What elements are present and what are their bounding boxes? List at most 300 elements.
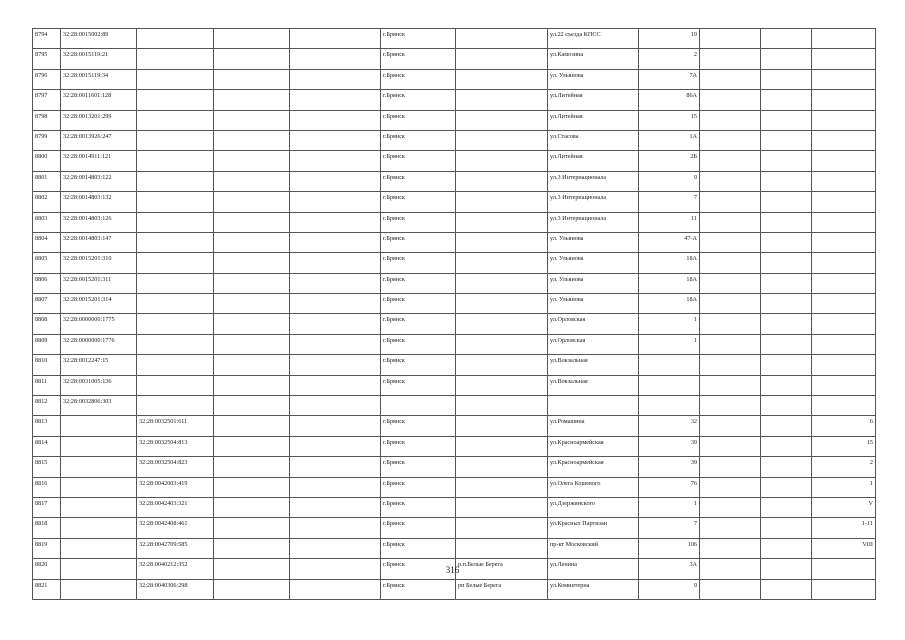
table-row bbox=[33, 192, 876, 212]
extra-cell-b bbox=[290, 151, 381, 171]
extra-cell-b bbox=[290, 375, 381, 395]
extra-cell-a bbox=[214, 130, 290, 150]
row-number-cell: 8808 bbox=[33, 314, 61, 334]
house-cell: 106 bbox=[639, 538, 700, 558]
cadastral-number-alt-cell: 32:28:0042403:321 bbox=[137, 497, 214, 517]
house-cell: 18А bbox=[639, 273, 700, 293]
apartment-cell: 1-11 bbox=[812, 518, 876, 538]
house-cell: 7 bbox=[639, 192, 700, 212]
extra-cell-d bbox=[761, 538, 812, 558]
cadastral-number-alt-cell bbox=[137, 253, 214, 273]
extra-cell-c bbox=[700, 477, 761, 497]
extra-cell-c bbox=[700, 69, 761, 89]
extra-cell-b bbox=[290, 436, 381, 456]
table-row bbox=[33, 416, 876, 436]
row-number-cell: 8800 bbox=[33, 151, 61, 171]
extra-cell-a bbox=[214, 110, 290, 130]
street-cell: ул.Орловская bbox=[548, 314, 639, 334]
extra-cell-c bbox=[700, 171, 761, 191]
settlement-cell bbox=[456, 253, 548, 273]
city-cell: г.Брянск bbox=[381, 375, 456, 395]
extra-cell-c bbox=[700, 130, 761, 150]
apartment-cell bbox=[812, 294, 876, 314]
cadastral-number-cell bbox=[61, 477, 137, 497]
row-number-cell: 8812 bbox=[33, 396, 61, 416]
cadastral-number-cell: 32:28:0015201:314 bbox=[61, 294, 137, 314]
apartment-cell bbox=[812, 29, 876, 49]
extra-cell-a bbox=[214, 273, 290, 293]
row-number-cell: 8819 bbox=[33, 538, 61, 558]
apartment-cell bbox=[812, 130, 876, 150]
city-cell: г.Брянск bbox=[381, 192, 456, 212]
street-cell: ул.Камозина bbox=[548, 49, 639, 69]
row-number-cell: 8797 bbox=[33, 90, 61, 110]
cadastral-number-cell: 32:28:0015201:311 bbox=[61, 273, 137, 293]
extra-cell-b bbox=[290, 253, 381, 273]
extra-cell-d bbox=[761, 518, 812, 538]
extra-cell-d bbox=[761, 151, 812, 171]
cadastral-number-alt-cell bbox=[137, 90, 214, 110]
apartment-cell bbox=[812, 334, 876, 354]
extra-cell-c bbox=[700, 497, 761, 517]
apartment-cell bbox=[812, 396, 876, 416]
extra-cell-d bbox=[761, 212, 812, 232]
street-cell: ул.Красных Партизан bbox=[548, 518, 639, 538]
extra-cell-b bbox=[290, 457, 381, 477]
table-row bbox=[33, 232, 876, 252]
city-cell: г.Брянск bbox=[381, 436, 456, 456]
street-cell: ул.Красноармейская bbox=[548, 436, 639, 456]
city-cell: г.Брянск bbox=[381, 334, 456, 354]
table-row bbox=[33, 253, 876, 273]
cadastral-number-cell: 32:28:0015002:89 bbox=[61, 29, 137, 49]
settlement-cell bbox=[456, 294, 548, 314]
table-row bbox=[33, 273, 876, 293]
settlement-cell bbox=[456, 477, 548, 497]
row-number-cell: 8820 bbox=[33, 559, 61, 579]
house-cell bbox=[639, 375, 700, 395]
extra-cell-a bbox=[214, 538, 290, 558]
extra-cell-b bbox=[290, 212, 381, 232]
extra-cell-a bbox=[214, 69, 290, 89]
cadastral-number-cell: 32:28:0031005:136 bbox=[61, 375, 137, 395]
extra-cell-d bbox=[761, 253, 812, 273]
house-cell: 18А bbox=[639, 253, 700, 273]
cadastral-number-cell: 32:28:0013201:299 bbox=[61, 110, 137, 130]
extra-cell-c bbox=[700, 273, 761, 293]
page-number: 316 bbox=[445, 565, 460, 575]
extra-cell-a bbox=[214, 477, 290, 497]
extra-cell-b bbox=[290, 294, 381, 314]
extra-cell-a bbox=[214, 49, 290, 69]
house-cell: 76 bbox=[639, 477, 700, 497]
row-number-cell: 8805 bbox=[33, 253, 61, 273]
cadastral-number-alt-cell: 32:28:0040306:298 bbox=[137, 579, 214, 599]
apartment-cell bbox=[812, 273, 876, 293]
registry-table bbox=[32, 28, 876, 600]
table-row bbox=[33, 130, 876, 150]
registry-body bbox=[33, 29, 876, 600]
cadastral-number-cell: 32:28:0014803:132 bbox=[61, 192, 137, 212]
cadastral-number-cell bbox=[61, 436, 137, 456]
extra-cell-c bbox=[700, 212, 761, 232]
extra-cell-b bbox=[290, 355, 381, 375]
row-number-cell: 8804 bbox=[33, 232, 61, 252]
cadastral-number-alt-cell bbox=[137, 396, 214, 416]
table-row bbox=[33, 579, 876, 599]
extra-cell-c bbox=[700, 49, 761, 69]
table-row bbox=[33, 396, 876, 416]
extra-cell-a bbox=[214, 212, 290, 232]
city-cell: г.Брянск bbox=[381, 559, 456, 579]
apartment-cell bbox=[812, 49, 876, 69]
extra-cell-c bbox=[700, 29, 761, 49]
street-cell: ул. Ульянова bbox=[548, 273, 639, 293]
street-cell: ул. Ульянова bbox=[548, 69, 639, 89]
apartment-cell bbox=[812, 69, 876, 89]
city-cell: г.Брянск bbox=[381, 314, 456, 334]
extra-cell-d bbox=[761, 334, 812, 354]
extra-cell-d bbox=[761, 294, 812, 314]
street-cell: ул.Красноармейская bbox=[548, 457, 639, 477]
house-cell: 7 bbox=[639, 518, 700, 538]
city-cell: г.Брянск bbox=[381, 90, 456, 110]
settlement-cell bbox=[456, 416, 548, 436]
street-cell: ул.3 Интернационала bbox=[548, 192, 639, 212]
house-cell: 86А bbox=[639, 90, 700, 110]
street-cell: ул. Ульянова bbox=[548, 232, 639, 252]
house-cell: 9 bbox=[639, 171, 700, 191]
extra-cell-a bbox=[214, 518, 290, 538]
city-cell: г.Брянск bbox=[381, 171, 456, 191]
table-row bbox=[33, 355, 876, 375]
table-row bbox=[33, 497, 876, 517]
extra-cell-a bbox=[214, 355, 290, 375]
cadastral-number-alt-cell bbox=[137, 171, 214, 191]
extra-cell-c bbox=[700, 294, 761, 314]
house-cell bbox=[639, 355, 700, 375]
house-cell: 1 bbox=[639, 334, 700, 354]
cadastral-number-alt-cell bbox=[137, 29, 214, 49]
extra-cell-c bbox=[700, 538, 761, 558]
table-row bbox=[33, 334, 876, 354]
settlement-cell bbox=[456, 518, 548, 538]
cadastral-number-cell: 32:28:0014911:121 bbox=[61, 151, 137, 171]
extra-cell-b bbox=[290, 69, 381, 89]
cadastral-number-cell bbox=[61, 518, 137, 538]
table-row bbox=[33, 69, 876, 89]
city-cell: г.Брянск bbox=[381, 49, 456, 69]
cadastral-number-alt-cell: 32:28:0032501:611 bbox=[137, 416, 214, 436]
extra-cell-b bbox=[290, 579, 381, 599]
cadastral-number-alt-cell bbox=[137, 69, 214, 89]
settlement-cell bbox=[456, 90, 548, 110]
settlement-cell bbox=[456, 110, 548, 130]
settlement-cell bbox=[456, 192, 548, 212]
house-cell: 1А bbox=[639, 130, 700, 150]
settlement-cell bbox=[456, 538, 548, 558]
city-cell bbox=[381, 396, 456, 416]
cadastral-number-alt-cell: 32:28:0042709:585 bbox=[137, 538, 214, 558]
cadastral-number-cell bbox=[61, 457, 137, 477]
street-cell: ул.Олега Кошевого bbox=[548, 477, 639, 497]
row-number-cell: 8811 bbox=[33, 375, 61, 395]
extra-cell-d bbox=[761, 396, 812, 416]
city-cell: г.Брянск bbox=[381, 232, 456, 252]
cadastral-number-cell: 32:28:0012247:15 bbox=[61, 355, 137, 375]
extra-cell-c bbox=[700, 457, 761, 477]
table-row bbox=[33, 375, 876, 395]
extra-cell-c bbox=[700, 192, 761, 212]
house-cell: 19 bbox=[639, 29, 700, 49]
street-cell: ул.Вокзальная bbox=[548, 355, 639, 375]
extra-cell-d bbox=[761, 314, 812, 334]
extra-cell-b bbox=[290, 273, 381, 293]
extra-cell-c bbox=[700, 416, 761, 436]
city-cell: г.Брянск bbox=[381, 110, 456, 130]
extra-cell-d bbox=[761, 416, 812, 436]
apartment-cell bbox=[812, 232, 876, 252]
settlement-cell bbox=[456, 436, 548, 456]
row-number-cell: 8816 bbox=[33, 477, 61, 497]
row-number-cell: 8806 bbox=[33, 273, 61, 293]
cadastral-number-alt-cell: 32:28:0040212:352 bbox=[137, 559, 214, 579]
apartment-cell: 6 bbox=[812, 416, 876, 436]
extra-cell-d bbox=[761, 355, 812, 375]
apartment-cell: 2 bbox=[812, 457, 876, 477]
extra-cell-a bbox=[214, 579, 290, 599]
extra-cell-c bbox=[700, 90, 761, 110]
house-cell: 9 bbox=[639, 579, 700, 599]
extra-cell-c bbox=[700, 151, 761, 171]
city-cell: г.Брянск bbox=[381, 579, 456, 599]
house-cell: 39 bbox=[639, 436, 700, 456]
extra-cell-a bbox=[214, 171, 290, 191]
house-cell: 39 bbox=[639, 457, 700, 477]
settlement-cell bbox=[456, 334, 548, 354]
extra-cell-b bbox=[290, 49, 381, 69]
cadastral-number-alt-cell: 32:28:0032504:823 bbox=[137, 457, 214, 477]
street-cell bbox=[548, 396, 639, 416]
settlement-cell bbox=[456, 396, 548, 416]
cadastral-number-alt-cell bbox=[137, 192, 214, 212]
extra-cell-d bbox=[761, 90, 812, 110]
cadastral-number-cell: 32:28:0015119:21 bbox=[61, 49, 137, 69]
street-cell: ул. Ульянова bbox=[548, 294, 639, 314]
street-cell: ул.3 Интернационала bbox=[548, 212, 639, 232]
cadastral-number-cell: 32:28:0014803:126 bbox=[61, 212, 137, 232]
extra-cell-c bbox=[700, 314, 761, 334]
extra-cell-a bbox=[214, 396, 290, 416]
house-cell: 1 bbox=[639, 314, 700, 334]
table-row bbox=[33, 477, 876, 497]
house-cell bbox=[639, 396, 700, 416]
row-number-cell: 8815 bbox=[33, 457, 61, 477]
cadastral-number-cell bbox=[61, 579, 137, 599]
house-cell: 2 bbox=[639, 49, 700, 69]
cadastral-number-alt-cell: 32:28:0042408:461 bbox=[137, 518, 214, 538]
street-cell: ул.Вокзальная bbox=[548, 375, 639, 395]
extra-cell-a bbox=[214, 253, 290, 273]
city-cell: г.Брянск bbox=[381, 294, 456, 314]
extra-cell-d bbox=[761, 171, 812, 191]
extra-cell-a bbox=[214, 334, 290, 354]
extra-cell-d bbox=[761, 497, 812, 517]
settlement-cell bbox=[456, 355, 548, 375]
settlement-cell: р.п.Белые Берега bbox=[456, 559, 548, 579]
street-cell: ул.Дзержинского bbox=[548, 497, 639, 517]
city-cell: г.Брянск bbox=[381, 212, 456, 232]
extra-cell-c bbox=[700, 232, 761, 252]
apartment-cell: 15 bbox=[812, 436, 876, 456]
extra-cell-d bbox=[761, 273, 812, 293]
row-number-cell: 8795 bbox=[33, 49, 61, 69]
apartment-cell bbox=[812, 579, 876, 599]
row-number-cell: 8801 bbox=[33, 171, 61, 191]
table-row bbox=[33, 518, 876, 538]
settlement-cell bbox=[456, 151, 548, 171]
table-row bbox=[33, 212, 876, 232]
extra-cell-b bbox=[290, 171, 381, 191]
cadastral-number-cell: 32:28:0014803:122 bbox=[61, 171, 137, 191]
extra-cell-d bbox=[761, 375, 812, 395]
street-cell: ул.Коминтерна bbox=[548, 579, 639, 599]
house-cell: 3А bbox=[639, 559, 700, 579]
table-row bbox=[33, 538, 876, 558]
table-row bbox=[33, 314, 876, 334]
extra-cell-c bbox=[700, 579, 761, 599]
settlement-cell bbox=[456, 457, 548, 477]
table-row bbox=[33, 457, 876, 477]
extra-cell-c bbox=[700, 396, 761, 416]
cadastral-number-alt-cell bbox=[137, 314, 214, 334]
extra-cell-b bbox=[290, 518, 381, 538]
apartment-cell bbox=[812, 355, 876, 375]
house-cell: 7А bbox=[639, 69, 700, 89]
apartment-cell bbox=[812, 375, 876, 395]
street-cell: ул. Ульянова bbox=[548, 253, 639, 273]
table-row bbox=[33, 49, 876, 69]
settlement-cell bbox=[456, 212, 548, 232]
extra-cell-b bbox=[290, 314, 381, 334]
row-number-cell: 8817 bbox=[33, 497, 61, 517]
house-cell: 15 bbox=[639, 110, 700, 130]
settlement-cell bbox=[456, 314, 548, 334]
city-cell: г.Брянск bbox=[381, 69, 456, 89]
extra-cell-a bbox=[214, 375, 290, 395]
city-cell: г.Брянск bbox=[381, 457, 456, 477]
apartment-cell bbox=[812, 171, 876, 191]
extra-cell-c bbox=[700, 253, 761, 273]
cadastral-number-alt-cell bbox=[137, 273, 214, 293]
extra-cell-a bbox=[214, 232, 290, 252]
extra-cell-a bbox=[214, 294, 290, 314]
table-row bbox=[33, 151, 876, 171]
city-cell: г.Брянск bbox=[381, 355, 456, 375]
cadastral-number-cell: 32:28:0011601:128 bbox=[61, 90, 137, 110]
cadastral-number-cell: 32:28:0015119:34 bbox=[61, 69, 137, 89]
row-number-cell: 8803 bbox=[33, 212, 61, 232]
cadastral-number-alt-cell bbox=[137, 294, 214, 314]
street-cell: ул.Стасова bbox=[548, 130, 639, 150]
city-cell: г.Брянск bbox=[381, 29, 456, 49]
extra-cell-b bbox=[290, 192, 381, 212]
street-cell: ул.Орловская bbox=[548, 334, 639, 354]
cadastral-number-cell: 32:28:0015201:310 bbox=[61, 253, 137, 273]
extra-cell-d bbox=[761, 477, 812, 497]
apartment-cell bbox=[812, 253, 876, 273]
row-number-cell: 8796 bbox=[33, 69, 61, 89]
street-cell: ул.Литейная bbox=[548, 90, 639, 110]
extra-cell-c bbox=[700, 355, 761, 375]
extra-cell-b bbox=[290, 477, 381, 497]
extra-cell-a bbox=[214, 436, 290, 456]
street-cell: ул.Литейная bbox=[548, 151, 639, 171]
extra-cell-b bbox=[290, 538, 381, 558]
table-row bbox=[33, 436, 876, 456]
extra-cell-d bbox=[761, 29, 812, 49]
city-cell: г.Брянск bbox=[381, 416, 456, 436]
row-number-cell: 8810 bbox=[33, 355, 61, 375]
apartment-cell bbox=[812, 192, 876, 212]
city-cell: г.Брянск bbox=[381, 477, 456, 497]
cadastral-number-alt-cell bbox=[137, 151, 214, 171]
cadastral-number-alt-cell bbox=[137, 355, 214, 375]
cadastral-number-cell: 32:28:0032806:303 bbox=[61, 396, 137, 416]
city-cell: г.Брянск bbox=[381, 151, 456, 171]
cadastral-number-cell: 32:28:0000000:1776 bbox=[61, 334, 137, 354]
extra-cell-d bbox=[761, 579, 812, 599]
house-cell: 18А bbox=[639, 294, 700, 314]
extra-cell-b bbox=[290, 396, 381, 416]
table-row bbox=[33, 294, 876, 314]
row-number-cell: 8814 bbox=[33, 436, 61, 456]
cadastral-number-cell: 32:28:0014803:147 bbox=[61, 232, 137, 252]
cadastral-number-cell bbox=[61, 497, 137, 517]
city-cell: г.Брянск bbox=[381, 497, 456, 517]
settlement-cell bbox=[456, 130, 548, 150]
extra-cell-c bbox=[700, 110, 761, 130]
extra-cell-d bbox=[761, 436, 812, 456]
house-cell: 11 bbox=[639, 212, 700, 232]
cadastral-number-alt-cell bbox=[137, 212, 214, 232]
extra-cell-b bbox=[290, 90, 381, 110]
extra-cell-d bbox=[761, 69, 812, 89]
row-number-cell: 8821 bbox=[33, 579, 61, 599]
extra-cell-a bbox=[214, 29, 290, 49]
extra-cell-c bbox=[700, 375, 761, 395]
apartment-cell: 1 bbox=[812, 477, 876, 497]
city-cell: г.Брянск bbox=[381, 518, 456, 538]
extra-cell-b bbox=[290, 416, 381, 436]
apartment-cell bbox=[812, 110, 876, 130]
extra-cell-a bbox=[214, 497, 290, 517]
row-number-cell: 8794 bbox=[33, 29, 61, 49]
table-row bbox=[33, 110, 876, 130]
street-cell: ул.Ленина bbox=[548, 559, 639, 579]
extra-cell-a bbox=[214, 314, 290, 334]
cadastral-number-cell bbox=[61, 538, 137, 558]
street-cell: ул.3 Интернационала bbox=[548, 171, 639, 191]
settlement-cell bbox=[456, 273, 548, 293]
cadastral-number-alt-cell bbox=[137, 110, 214, 130]
extra-cell-b bbox=[290, 497, 381, 517]
cadastral-number-cell: 32:28:0013926:247 bbox=[61, 130, 137, 150]
extra-cell-d bbox=[761, 457, 812, 477]
table-row bbox=[33, 171, 876, 191]
apartment-cell bbox=[812, 151, 876, 171]
city-cell: г.Брянск bbox=[381, 273, 456, 293]
